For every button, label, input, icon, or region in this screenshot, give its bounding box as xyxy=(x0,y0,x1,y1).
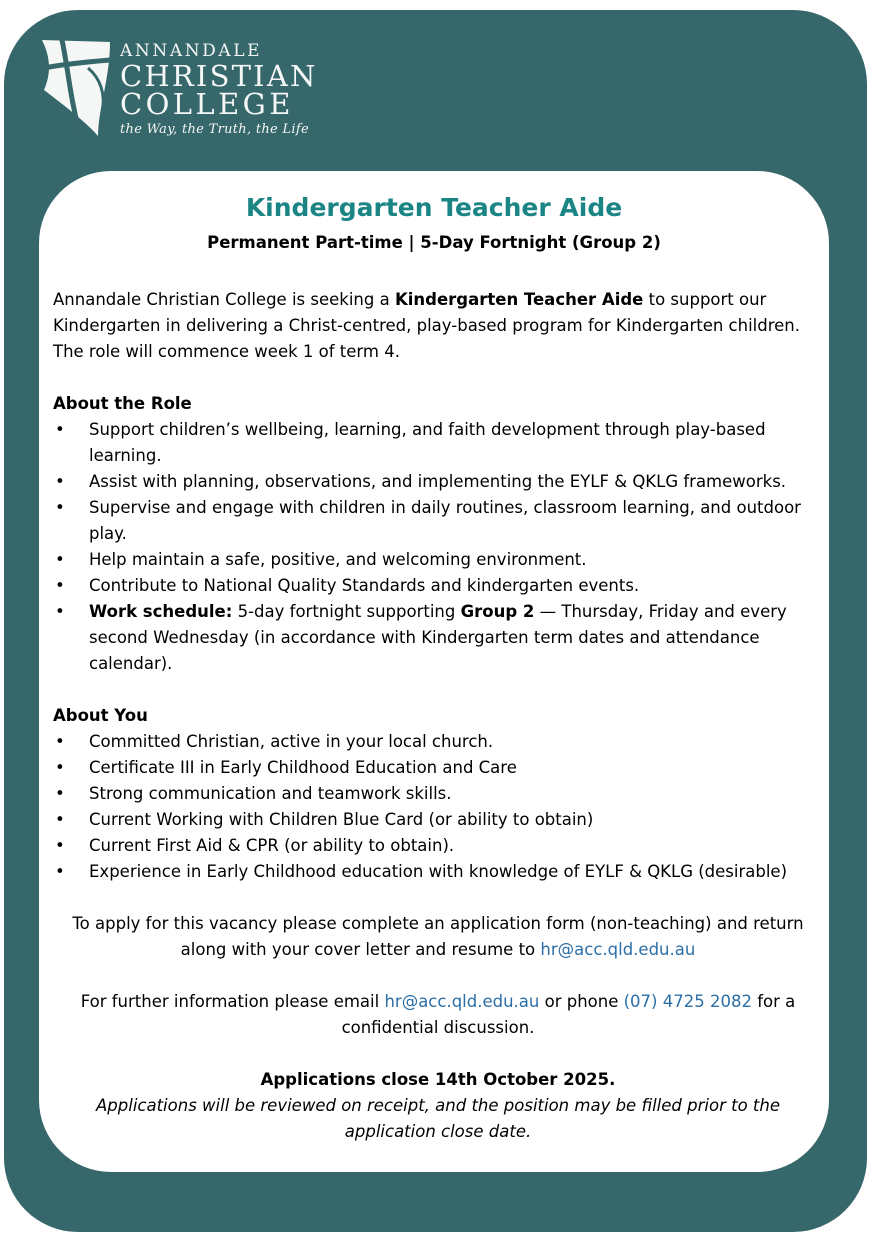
bullet-icon: • xyxy=(55,732,65,751)
logo-line-1: ANNANDALE xyxy=(120,41,263,61)
list-item xyxy=(53,469,823,495)
college-logo xyxy=(40,38,320,142)
list-item-text: Support children’s wellbeing, learning, and faith development through play-based learning. xyxy=(89,420,766,465)
job-subtitle: Permanent Part-time | 5-Day Fortnight (Group 2) xyxy=(207,233,661,252)
list-item-text: Contribute to National Quality Standards and kindergarten events. xyxy=(89,576,640,595)
apply-instructions xyxy=(53,911,823,963)
list-item-text: Certificate III in Early Childhood Education and Care xyxy=(89,758,517,777)
job-description xyxy=(53,287,823,1145)
bullet-icon: • xyxy=(55,498,65,517)
contact-email-link[interactable]: hr@acc.qld.edu.au xyxy=(384,992,540,1011)
about-you-heading: About You xyxy=(53,706,148,725)
apply-text: To apply for this vacancy please complete an application form (non-teaching) and return along with your cover letter and resume to xyxy=(72,914,804,959)
job-title: Kindergarten Teacher Aide xyxy=(245,193,623,222)
contact-info xyxy=(53,989,823,1041)
list-item xyxy=(53,807,823,833)
contact-text: for a confidential discussion. xyxy=(341,992,796,1037)
list-item xyxy=(53,417,823,469)
list-item-text: Current Working with Children Blue Card (or ability to obtain) xyxy=(89,810,594,829)
list-item-text: Assist with planning, observations, and implementing the EYLF & QKLG frameworks. xyxy=(89,472,787,491)
bullet-icon: • xyxy=(55,576,65,595)
list-item xyxy=(53,547,823,573)
list-item-text: Help maintain a safe, positive, and welcoming environment. xyxy=(89,550,587,569)
about-role-list xyxy=(53,417,823,677)
list-item xyxy=(53,859,823,885)
apply-email-link[interactable]: hr@acc.qld.edu.au xyxy=(540,940,696,959)
bullet-icon: • xyxy=(55,602,65,621)
bullet-icon: • xyxy=(55,550,65,569)
list-item-text: Committed Christian, active in your local church. xyxy=(89,732,494,751)
logo-line-3: COLLEGE xyxy=(120,87,294,121)
list-item xyxy=(53,495,823,547)
list-item xyxy=(53,755,823,781)
work-schedule-text: 5-day fortnight supporting xyxy=(232,602,461,621)
closing-note: Applications will be reviewed on receipt, and the position may be filled prior to the application close date. xyxy=(96,1096,780,1141)
logo-line-2: CHRISTIAN xyxy=(120,59,318,93)
intro-text-end: to support our Kindergarten in delivering a Christ-centred, play-based program for Kindergarten children. The role will commence week 1 of term 4. xyxy=(53,290,800,361)
list-item xyxy=(53,833,823,859)
content-card xyxy=(39,171,829,1172)
bullet-icon: • xyxy=(55,420,65,439)
logo-wordmark xyxy=(120,42,318,139)
logo-tagline: the Way, the Truth, the Life xyxy=(120,122,309,137)
about-role-heading: About the Role xyxy=(53,394,192,413)
bullet-icon: • xyxy=(55,472,65,491)
bullet-icon: • xyxy=(55,836,65,855)
list-item-text: Strong communication and teamwork skills. xyxy=(89,784,452,803)
list-item xyxy=(53,729,823,755)
work-schedule-group: Group 2 xyxy=(460,602,535,621)
work-schedule-days: — Thursday, Friday and every second Wednesday (in accordance with Kindergarten term dates and attendance calendar). xyxy=(89,602,787,673)
contact-phone-link[interactable]: (07) 4725 2082 xyxy=(623,992,752,1011)
work-schedule-item xyxy=(53,599,823,677)
bullet-icon: • xyxy=(55,862,65,881)
intro-role-name: Kindergarten Teacher Aide xyxy=(394,290,644,309)
list-item-text: Experience in Early Childhood education with knowledge of EYLF & QKLG (desirable) xyxy=(89,862,788,881)
college-crest-icon xyxy=(40,38,112,138)
list-item-text: Supervise and engage with children in daily routines, classroom learning, and outdoor play. xyxy=(89,498,801,543)
intro-paragraph xyxy=(53,287,823,365)
contact-text: For further information please email xyxy=(80,992,385,1011)
list-item xyxy=(53,573,823,599)
list-item-text: Current First Aid & CPR (or ability to obtain). xyxy=(89,836,455,855)
work-schedule-label: Work schedule: xyxy=(89,602,233,621)
list-item xyxy=(53,781,823,807)
bullet-icon: • xyxy=(55,784,65,803)
intro-text-start: Annandale Christian College is seeking a xyxy=(53,290,395,309)
about-you-list xyxy=(53,729,823,885)
bullet-icon: • xyxy=(55,810,65,829)
bullet-icon: • xyxy=(55,758,65,777)
contact-text: or phone xyxy=(539,992,624,1011)
closing-date: Applications close 14th October 2025. xyxy=(260,1070,616,1089)
